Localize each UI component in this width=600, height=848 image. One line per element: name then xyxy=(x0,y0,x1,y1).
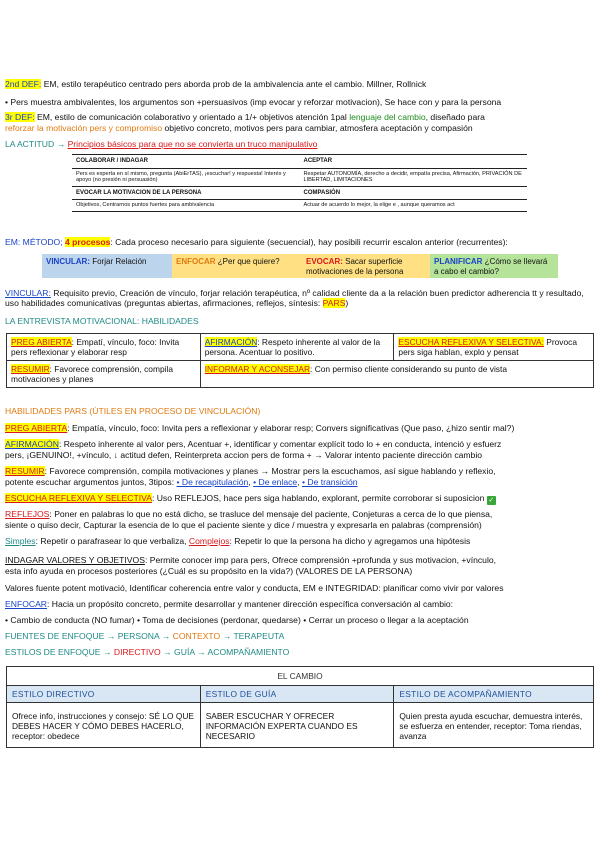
simples-line: Simples: Repetir o parafrasear lo que verbaliza, Complejos: Repetir lo que la persona ha dicho y agregamos una hipótesis xyxy=(5,536,471,546)
def2-text: EM, estilo terapéutico centrado pers aborda prob de la ambivalencia ante el cambio. Millner, Rollnick xyxy=(41,79,427,89)
def3-text-2: , diseñado para xyxy=(425,112,485,122)
vincular-label: VINCULAR: xyxy=(5,288,51,298)
cell-directivo: Ofrece info, instrucciones y consejo: SÉ LO QUE DEBES HACER Y CÓMO DEBES HACERLO, receptor: obedece xyxy=(7,703,201,748)
pars-resu-line-1: RESUMIR: Favorece comprensión, compila motivaciones y planes → Mostrar pers la escuchamos, así sigue hablando y reflexio, xyxy=(5,466,496,476)
compasion-cell: Actuar de acuerdo lo mejor, la elige e , aunque queramos act xyxy=(300,200,528,212)
aceptar-cell: Respetar AUTONOMÍA, derecho a decidir, empatía precisa, Afirmación, PRIVACIÓN DE LIBERTAD, LIMITACIONES xyxy=(300,168,528,186)
pars-afir-line-2: pers, ¡GENUINO!, +vínculo, ↓ actitud defen, Reinterpreta accion pers de forma + → Valorar intento paciente dirección cambio xyxy=(5,450,483,460)
proceso-evocar: EVOCAR: Sacar superficie motivaciones de la persona xyxy=(302,254,430,278)
def2-line xyxy=(5,79,595,89)
actitud-table xyxy=(72,154,527,212)
actitud-principles: Principios básicos para que no se convierta un truco manipulativo xyxy=(67,139,318,149)
reflejos-line-1: REFLEJOS: Poner en palabras lo que no está dicho, se trasluce del mensaje del paciente, Conjeturas a cerca de lo que piensa, xyxy=(5,509,493,519)
pars-escu-line: ESCUCHA REFLEXIVA Y SELECTIVA: Uso REFLEJOS, hace pers siga hablando, explorant, permite corroborar si suposicion ✓ xyxy=(5,493,495,504)
colaborar-header: COLABORAR / INDAGAR xyxy=(72,155,300,169)
def3-orange: reforzar la motivación pers y compromiso xyxy=(5,123,163,133)
procesos-strip xyxy=(42,254,558,278)
cell-guia: SABER ESCUCHAR Y OFRECER INFORMACIÓN EXPERTA CUANDO ES NECESARIO xyxy=(200,703,394,748)
pars-resu-line-2: potente escuchar argumentos juntos, 3tipos: • De recapitulación, • De enlace, • De transición xyxy=(5,477,358,487)
proceso-planificar: PLANIFICAR ¿Cómo se llevará a cabo el cambio? xyxy=(430,254,558,278)
def2-label: 2nd DEF: xyxy=(5,79,42,89)
col-directivo: ESTILO DIRECTIVO xyxy=(7,686,201,703)
fuentes-line: FUENTES DE ENFOQUE → PERSONA → CONTEXTO → TERAPEUTA xyxy=(5,631,285,641)
actitud-label: LA ACTITUD → xyxy=(5,139,68,149)
estilos-line: ESTILOS DE ENFOQUE → DIRECTIVO → GUÍA → ACOMPAÑAMIENTO xyxy=(5,647,290,657)
compasion-header: COMPASIÓN xyxy=(300,186,528,200)
aceptar-header: ACEPTAR xyxy=(300,155,528,169)
metodo-text: : Cada proceso necesario para siguiente (secuencial), hay posibili recurrir escalon anterior (recurrentes): xyxy=(110,237,508,247)
col-acompanamiento: ESTILO DE ACOMPAÑAMIENTO xyxy=(394,686,594,703)
resumen-transicion: • De transición xyxy=(301,477,358,487)
resumen-recapitulacion: • De recapitulación xyxy=(176,477,249,487)
evocar-cell: Objetivos, Centrarnos puntos fuertes para ambivalencia xyxy=(72,200,300,212)
habilidades-table xyxy=(6,333,594,388)
vincular-text: Requisito previo, Creación de vínculo, forjar relación terapéutica, nº calidad cliente da a la relación buen predictor adherencia tt y resultado, uso habilidades comunicativas (preguntas abiertas, afirmaciones, reflejos, síntesis: xyxy=(5,288,584,309)
proceso-enfocar: ENFOCAR ¿Per que quiere? xyxy=(172,254,302,278)
evocar-header: EVOCAR LA MOTIVACION DE LA PERSONA xyxy=(72,186,300,200)
colaborar-cell: Pers es experta en sí mismo, pregunta (AbiErTAS), ¡escuchar! y respuesta! Interés y apoyo (no presión ni persuasión) xyxy=(72,168,300,186)
entrevista-title: LA ENTREVISTA MOTIVACIONAL: HABILIDADES xyxy=(5,316,199,326)
resumen-enlace: • De enlace xyxy=(253,477,298,487)
ambivalentes-bullet: • Pers muestra ambivalentes, los argumentos son +persuasivos (imp evocar y reforzar motivacion), Se hace con y para la persona xyxy=(5,97,502,107)
preg-abierta-cell: PREG ABIERTA: Empatí, vínculo, foco: Invita pers reflexionar y elaborar resp xyxy=(7,334,201,361)
indagar-line-1: INDAGAR VALORES Y OBJETIVOS: Permite conocer imp para pers, Ofrece comprensión +profunda y sus motivacion, +vínculo, xyxy=(5,555,497,565)
resumir-cell: RESUMIR: Favorece comprensión, compila motivaciones y planes xyxy=(7,361,201,388)
col-guia: ESTILO DE GUÍA xyxy=(200,686,394,703)
enfocar-bullets: • Cambio de conducta (NO fumar) • Toma de decisiones (perdonar, quedarse) • Cerrar un proceso o llegar a la aceptación xyxy=(5,615,469,625)
vincular-pars: PARS xyxy=(322,298,346,309)
afirmacion-cell: AFIRMACIÓN: Respeto inherente al valor de la persona. Acentuar lo positivo. xyxy=(200,334,394,361)
reflejos-line-2: siente o quiso decir, Capturar la esencia de lo que el paciente siente y dice / muestra y expresarla en palabras (comprensión) xyxy=(5,520,482,530)
pars-preg-line: PREG ABIERTA: Empatía, vínculo, foco: Invita pers a reflexionar y elaborar resp; Convers significativas (Que paso, ¿hizo sentir mal?) xyxy=(5,423,515,433)
pars-title: HABILIDADES PARS (ÚTILES EN PROCESO DE VINCULACIÓN) xyxy=(5,406,261,416)
def3-green: lenguaje del cambio xyxy=(349,112,426,122)
cell-acompanamiento: Quien presta ayuda escuchar, demuestra interés, se esfuerza en entender, receptor: Toma riendas, avanza xyxy=(394,703,594,748)
check-icon: ✓ xyxy=(488,497,495,504)
indagar-line-2: esta info ayuda en procesos posteriores (¿Cuál es su propósito en la vida?) (VALORES DE LA PERSONA) xyxy=(5,566,413,576)
metodo-label: EM: MÉTODO; xyxy=(5,237,66,247)
actitud-line xyxy=(5,139,595,149)
cambio-title: EL CAMBIO xyxy=(7,667,594,686)
def3-text-1: EM, estilo de comunicación colaborativo y orientado a 1/+ objetivos atención 1pal xyxy=(34,112,350,122)
enfocar-line: ENFOCAR: Hacia un propósito concreto, permite desarrollar y mantener dirección específica conversación al cambio: xyxy=(5,599,454,609)
escucha-cell: ESCUCHA REFLEXIVA Y SELECTIVA: Provoca pers siga hablan, explo y pensat xyxy=(394,334,594,361)
def3-line-1 xyxy=(5,112,595,122)
def3-line-2 xyxy=(5,123,595,133)
cambio-table xyxy=(6,666,594,748)
vincular-paragraph: VINCULAR: Requisito previo, Creación de vínculo, forjar relación terapéutica, nº calidad cliente da a la relación buen predictor adherencia tt y resultado, uso habilidades comunicativas (preguntas abiertas, afirmaciones, reflejos, síntesis: PARS) xyxy=(5,288,584,309)
valores-line: Valores fuente potent motivació, Identificar coherencia entre valor y conducta, EM e INTEGRIDAD: planificar como vivir por valores xyxy=(5,583,504,593)
informar-cell: INFORMAR Y ACONSEJAR: Con permiso cliente considerando su punto de vista xyxy=(200,361,593,388)
def3-text-3: objetivo concreto, motivos pers para cambiar, atmosfera aceptación y compasión xyxy=(162,123,473,133)
metodo-highlight: 4 procesos xyxy=(65,237,111,247)
pars-afir-line-1: AFIRMACIÓN: Respeto inherente al valor pers, Acentuar +, identificar y comentar explícit todo lo + en conducta, intenció y esfuerz xyxy=(5,439,502,449)
metodo-line xyxy=(5,237,595,247)
def3-label: 3r DEF: xyxy=(5,112,35,122)
proceso-vincular: VINCULAR: Forjar Relación xyxy=(42,254,172,278)
